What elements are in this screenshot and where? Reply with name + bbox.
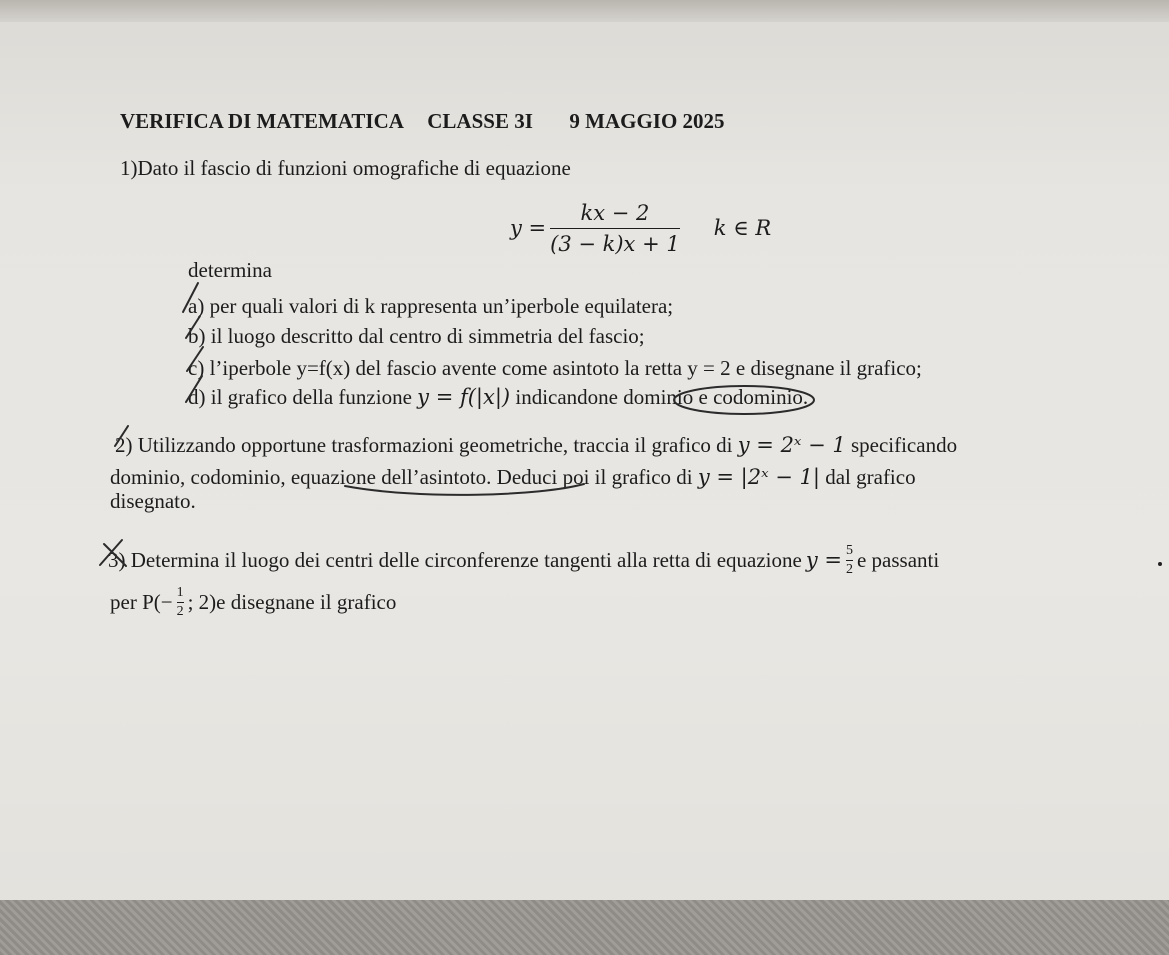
q3-line1-math: y =: [805, 548, 842, 572]
q3-point-denominator: 2: [176, 603, 184, 619]
q3-point-numerator: 1: [176, 584, 184, 600]
q2-line2-math: y = |2ˣ − 1|: [697, 465, 820, 489]
title-class: CLASSE 3I: [427, 109, 533, 133]
q3-line2: [110, 582, 396, 622]
q3-line2-suffix: e disegnane il grafico: [216, 590, 397, 614]
title-subject: VERIFICA DI MATEMATICA: [120, 109, 403, 133]
q1-item-d: [188, 384, 808, 410]
q3-line2-mid: ; 2): [187, 590, 217, 614]
paper-top-edge: [0, 0, 1169, 22]
q1-item-d-math: y = f(|x|): [417, 385, 511, 409]
q3-fraction-numerator: 5: [845, 542, 853, 558]
q1-item-b: b) il luogo descritto dal centro di simmetria del fascio;: [188, 324, 645, 348]
q2-line1-math: y = 2ˣ − 1: [737, 433, 846, 457]
q1-item-d-prefix: d) il grafico della funzione: [188, 385, 418, 409]
q3-fraction-denominator: 2: [845, 561, 853, 577]
q3-fraction: [846, 544, 853, 577]
q2-line1: [115, 432, 957, 458]
q1-formula-lhs: y =: [510, 216, 547, 240]
q2-line1-prefix: 2) Utilizzando opportune trasformazioni geometriche, traccia il grafico di: [115, 433, 738, 457]
q2-line2-prefix: dominio, codominio, equazione dell’asintoto. Deduci poi il grafico di: [110, 465, 698, 489]
q1-determina: determina: [188, 258, 272, 282]
q2-line2: [110, 464, 916, 490]
q3-line1-prefix: 3) Determina il luogo dei centri delle circonferenze tangenti alla retta di equazione: [108, 548, 802, 572]
q3-line2-prefix: per P(−: [110, 590, 173, 614]
table-surface: [0, 900, 1169, 955]
q1-item-c: c) l’iperbole y=f(x) del fascio avente come asintoto la retta y = 2 e disegnane il grafico;: [188, 356, 922, 380]
title-date: 9 MAGGIO 2025: [569, 109, 725, 133]
q3-point-fraction: [177, 586, 184, 619]
fraction-bar: [177, 602, 184, 603]
q3-line1-suffix: e passanti: [856, 548, 940, 572]
pen-dot-mark: [1158, 562, 1162, 566]
q2-line2-suffix: dal grafico: [819, 465, 916, 489]
q1-intro: 1)Dato il fascio di funzioni omografiche di equazione: [120, 156, 571, 180]
q1-formula-param: k ∈ R: [713, 216, 772, 240]
q1-item-a: a) per quali valori di k rappresenta un’iperbole equilatera;: [188, 294, 674, 318]
exam-title: [120, 108, 725, 134]
q1-item-d-suffix: indicandone dominio e codominio.: [510, 385, 809, 409]
fraction-bar: [550, 228, 680, 229]
q1-formula-fraction: [550, 200, 680, 257]
q2-line3: disegnato.: [110, 489, 196, 513]
q2-line1-suffix: specificando: [845, 433, 958, 457]
q1-formula: [510, 196, 771, 260]
fraction-bar: [846, 560, 853, 561]
q1-formula-denominator: (3 − k)x + 1: [550, 231, 680, 256]
q3-line1: [108, 540, 939, 580]
q1-formula-numerator: kx − 2: [580, 200, 650, 225]
